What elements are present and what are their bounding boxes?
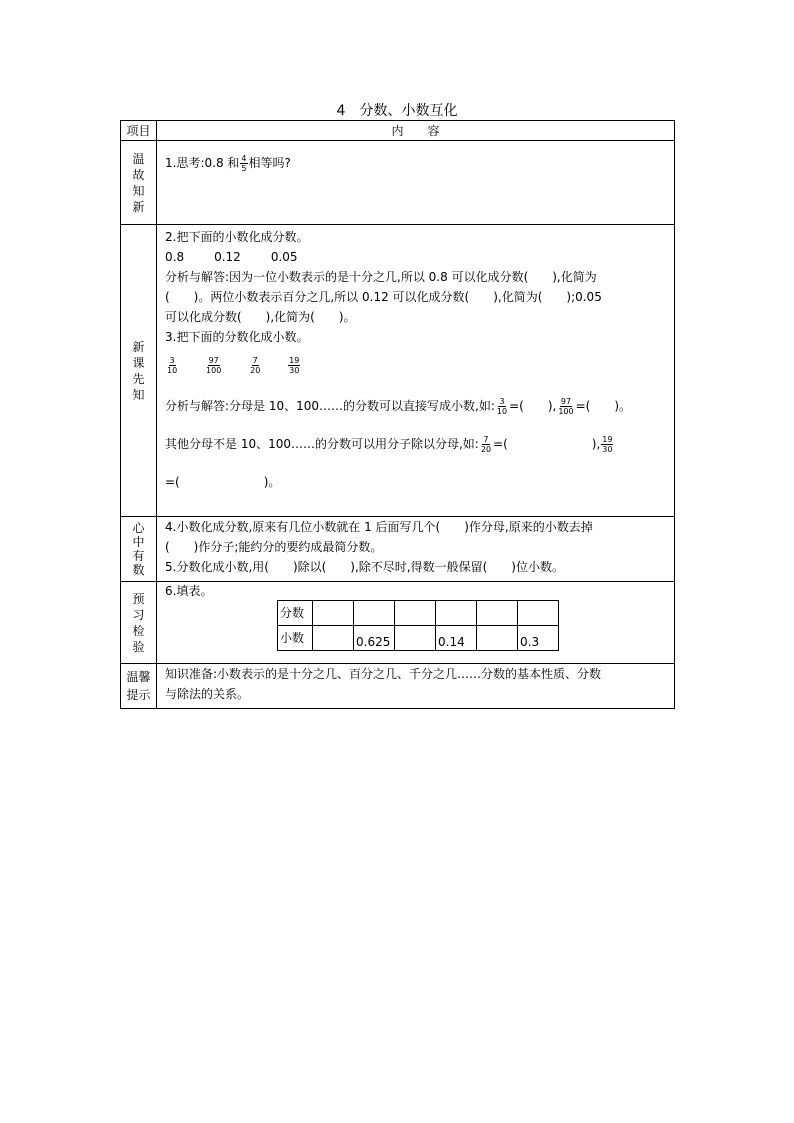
question-6: 6.填表。 (165, 584, 213, 598)
decimal-cell: 0.625 (354, 626, 395, 651)
question-2-analysis-2: ( )。两位小数表示百分之几,所以 0.12 可以化成分数( ),化简为( );0.05 (165, 290, 602, 304)
lesson-table (120, 120, 675, 709)
question-3-analysis-1: 分析与解答:分母是 10、100……的分数可以直接写成小数,如: $\frac{3}{10}$ =( ), $\frac{97}{100}$ =( )。 (165, 397, 632, 416)
question-2-title: 2.把下面的小数化成分数。 (165, 230, 309, 244)
fraction-cell[interactable] (477, 601, 518, 626)
fraction-cell[interactable] (313, 601, 354, 626)
tips-row (121, 664, 675, 709)
check-row (121, 582, 675, 664)
decimal-row (278, 626, 559, 651)
fraction-cell[interactable] (518, 601, 559, 626)
question-4-line-1: 4.小数化成分数,原来有几位小数就在 1 后面写几个( )作分母,原来的小数去掉 (165, 520, 593, 534)
summary-row (121, 517, 675, 582)
question-3-analysis-3: =( )。 (165, 475, 281, 489)
summary-label: 心 中 有 数 (121, 517, 157, 582)
preview-content (157, 225, 675, 517)
preview-label: 新 课 先 知 (121, 225, 157, 517)
decimal-cell[interactable] (313, 626, 354, 651)
question-2-analysis-1: 分析与解答:因为一位小数表示的是十分之几,所以 0.8 可以化成分数( ),化简为 (165, 270, 597, 284)
question-3-title: 3.把下面的分数化成小数。 (165, 330, 309, 344)
tips-content (157, 664, 675, 709)
tips-line-1: 知识准备:小数表示的是十分之几、百分之几、千分之几……分数的基本性质、分数 (165, 667, 602, 681)
conversion-table (277, 600, 559, 651)
preview-row (121, 225, 675, 517)
page-title (120, 102, 674, 120)
decimal-cell: 0.3 (518, 626, 559, 651)
fraction-cell[interactable] (354, 601, 395, 626)
fraction-item: $\frac{97}{100}$ (206, 356, 222, 375)
question-4-line-2: ( )作分子;能约分的要约成最简分数。 (165, 540, 383, 554)
fraction-item: $\frac{7}{20}$ (250, 356, 261, 375)
question-3-fractions (165, 347, 668, 383)
check-content (157, 582, 675, 664)
decimal-cell: 0.14 (436, 626, 477, 651)
review-label: 温 故 知 新 (121, 141, 157, 225)
fraction-item: $\frac{19}{30}$ (289, 356, 300, 375)
question-2-items: 0.8 0.12 0.05 (165, 250, 298, 264)
decimal-cell[interactable] (395, 626, 436, 651)
question-2-analysis-3: 可以化成分数( ),化简为( )。 (165, 310, 356, 324)
fraction-cell[interactable] (436, 601, 477, 626)
tips-label: 温馨 提示 (121, 664, 157, 709)
fraction-item: $\frac{3}{10}$ (167, 356, 178, 375)
question-1: 1.思考:0.8 和 $\frac{4}{5}$ 相等吗? (165, 154, 291, 173)
header-row (121, 121, 675, 141)
fraction-cell[interactable] (395, 601, 436, 626)
review-row (121, 141, 675, 225)
lesson-number: 4 (336, 103, 346, 119)
fraction-row-header: 分数 (278, 601, 313, 626)
summary-content (157, 517, 675, 582)
check-label: 预 习 检 验 (121, 582, 157, 664)
review-content (157, 141, 675, 225)
tips-line-2: 与除法的关系。 (165, 687, 250, 701)
question-3-analysis-2: 其他分母不是 10、100……的分数可以用分子除以分母,如: $\frac{7}{20}$ =( ), $\frac{19}{30}$ (165, 435, 613, 454)
header-content: 内 容 (157, 121, 675, 141)
fraction-row (278, 601, 559, 626)
lesson-title: 分数、小数互化 (359, 103, 458, 119)
header-item: 项目 (121, 121, 157, 141)
decimal-cell[interactable] (477, 626, 518, 651)
decimal-row-header: 小数 (278, 626, 313, 651)
fraction-four-fifths: $\frac{4}{5}$ (241, 154, 247, 173)
question-5: 5.分数化成小数,用( )除以( ),除不尽时,得数一般保留( )位小数。 (165, 560, 564, 574)
